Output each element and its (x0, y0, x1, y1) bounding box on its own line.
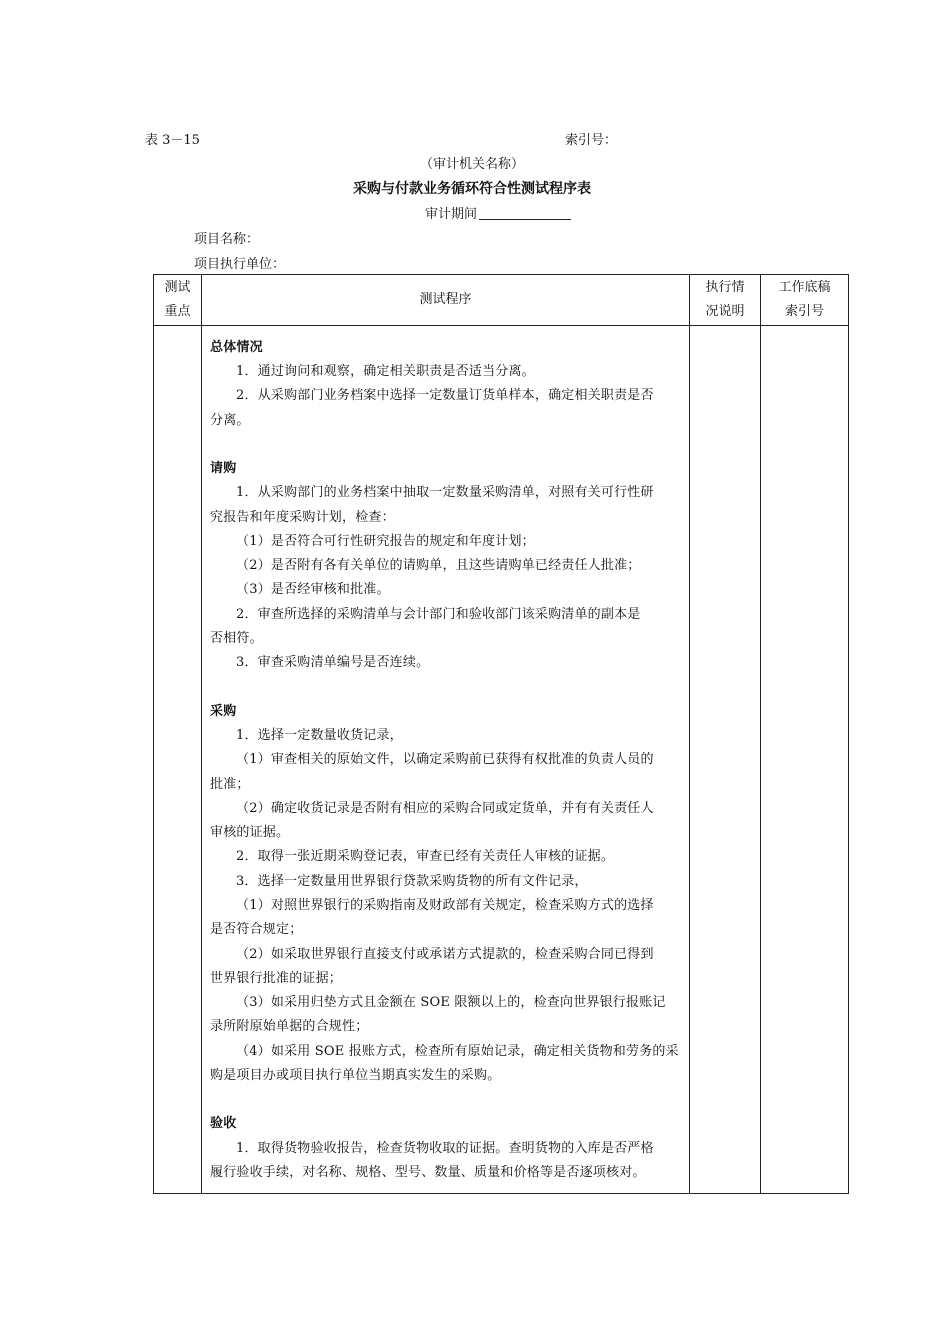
header-test-procedure (202, 275, 690, 326)
procedure-content (202, 334, 689, 1186)
procedure-line: 是否符合规定； (210, 922, 303, 938)
procedure-line: 1．选择一定数量收货记录， (236, 727, 403, 743)
section-title-overall: 总体情况 (210, 339, 263, 355)
procedure-line: （1）对照世界银行的采购指南及财政部有关规定，检查采购方式的选择 (236, 897, 654, 913)
procedure-line: （1）审查相关的原始文件，以确定采购前已获得有权批准的负责人员的 (236, 752, 654, 768)
header-execution-notes (690, 275, 761, 326)
execution-notes-cell (690, 326, 761, 1194)
procedure-line: 究报告和年度采购计划，检查： (210, 509, 395, 525)
procedure-cell (202, 326, 690, 1194)
section-gap (210, 433, 681, 457)
section-title-purchase: 采购 (210, 703, 237, 719)
procedure-line: （1）是否符合可行性研究报告的规定和年度计划； (236, 533, 535, 549)
audit-period-label: 审计期间 (425, 207, 478, 222)
procedure-line: 审核的证据。 (210, 825, 290, 841)
header-test-focus-line2: 重点 (164, 304, 191, 319)
procedure-line: 2．取得一张近期采购登记表，审查已经有关责任人审核的证据。 (236, 849, 615, 865)
procedure-line: （3）如采用归垫方式且金额在 SOE 限额以上的，检查向世界银行报账记 (236, 995, 666, 1011)
procedure-line: （2）是否附有各有关单位的请购单，且这些请购单已经责任人批准； (236, 558, 641, 574)
header-execution-notes-line1: 执行情 (705, 280, 745, 295)
procedure-line: 3．审查采购清单编号是否连续。 (236, 655, 430, 671)
header-test-procedure-text: 测试程序 (419, 292, 472, 307)
section-gap (210, 1088, 681, 1112)
audit-org-name: （审计机关名称） (420, 157, 525, 172)
table-body-row (154, 326, 849, 1194)
procedure-line: （2）如采取世界银行直接支付或承诺方式提款的，检查采购合同已得到 (236, 946, 654, 962)
audit-period (425, 203, 571, 222)
project-name-label: 项目名称： (194, 232, 260, 247)
procedure-line: 1．通过询问和观察，确定相关职责是否适当分离。 (236, 364, 535, 380)
procedure-line: 3．选择一定数量用世界银行贷款采购货物的所有文件记录， (236, 873, 588, 889)
procedure-line: 履行验收手续，对名称、规格、型号、数量、质量和价格等是否逐项核对。 (210, 1164, 646, 1180)
section-title-receiving: 验收 (210, 1116, 237, 1132)
test-procedure-table (153, 274, 849, 1194)
page-title: 采购与付款业务循环符合性测试程序表 (353, 181, 591, 197)
test-focus-cell (154, 326, 202, 1194)
header-workpaper-index-line2: 索引号 (784, 304, 824, 319)
index-number-label: 索引号： (565, 133, 618, 148)
audit-period-blank (479, 206, 571, 220)
section-gap (210, 676, 681, 700)
procedure-line: 1．取得货物验收报告，检查货物收取的证据。查明货物的入库是否严格 (236, 1140, 654, 1156)
procedure-line: 1．从采购部门的业务档案中抽取一定数量采购清单，对照有关可行性研 (236, 485, 654, 501)
procedure-line: 否相符。 (210, 631, 263, 647)
procedure-line: 购是项目办或项目执行单位当期真实发生的采购。 (210, 1068, 501, 1084)
procedure-line: （4）如采用 SOE 报账方式，检查所有原始记录，确定相关货物和劳务的采 (236, 1043, 679, 1059)
header-test-focus-line1: 测试 (164, 280, 191, 295)
table-number: 表 3－15 (145, 133, 200, 148)
procedure-line: 2．从采购部门业务档案中选择一定数量订货单样本，确定相关职责是否 (236, 388, 654, 404)
section-title-requisition: 请购 (210, 460, 237, 476)
header-test-focus (154, 275, 202, 326)
procedure-line: 世界银行批准的证据； (210, 970, 343, 986)
table-header-row (154, 275, 849, 326)
header-execution-notes-line2: 况说明 (705, 304, 745, 319)
procedure-line: 分离。 (210, 412, 250, 428)
workpaper-index-cell (761, 326, 849, 1194)
procedure-line: 批准； (210, 776, 250, 792)
header-workpaper-index-line1: 工作底稿 (778, 280, 831, 295)
procedure-line: 2．审查所选择的采购清单与会计部门和验收部门该采购清单的副本是 (236, 606, 641, 622)
procedure-line: （3）是否经审核和批准。 (236, 582, 390, 598)
executing-unit-label: 项目执行单位： (194, 257, 286, 272)
procedure-line: （2）确定收货记录是否附有相应的采购合同或定货单，并有有关责任人 (236, 800, 654, 816)
header-workpaper-index (761, 275, 849, 326)
procedure-line: 录所附原始单据的合规性； (210, 1019, 369, 1035)
